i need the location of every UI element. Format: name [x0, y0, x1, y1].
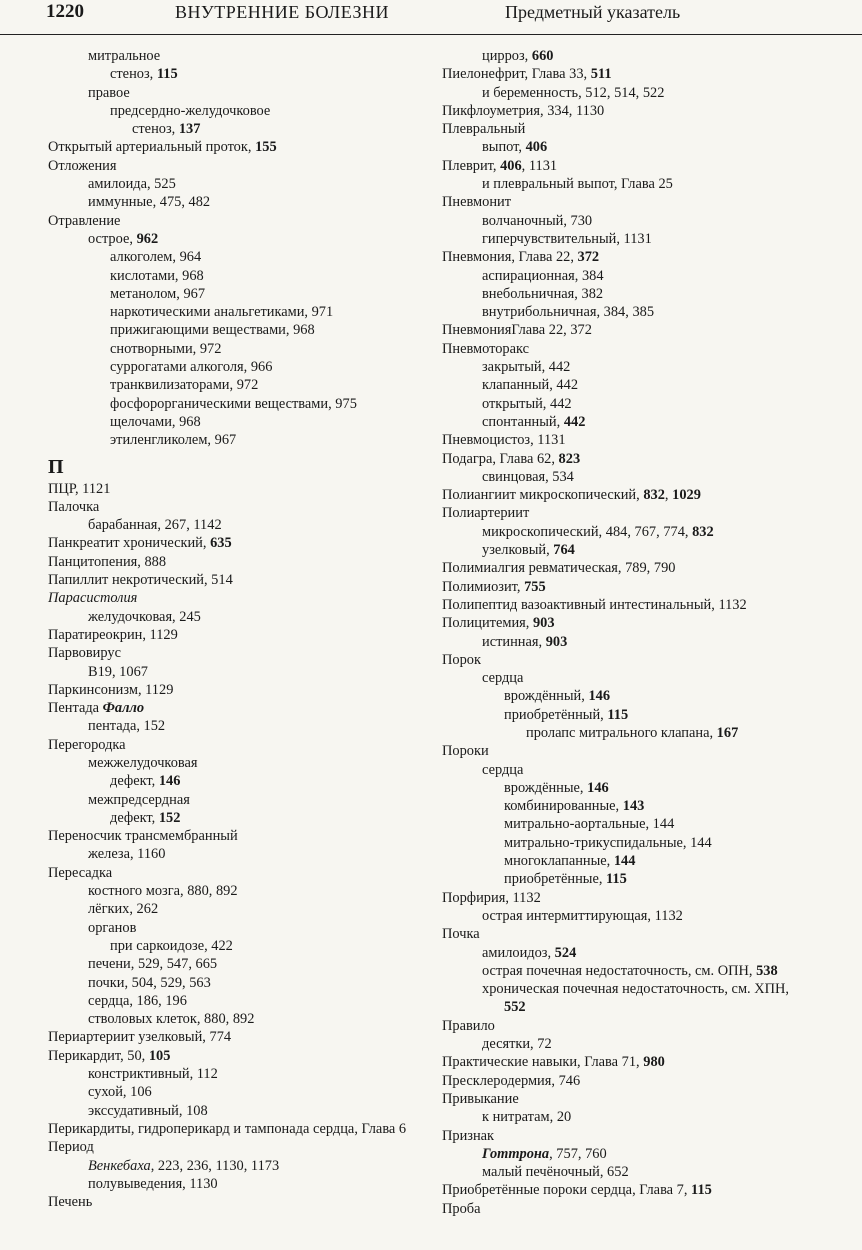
index-text: экссудативный, 108 — [88, 1102, 208, 1119]
index-entry — [442, 815, 822, 833]
page-reference: 146 — [587, 779, 609, 796]
index-text: органов — [88, 919, 137, 936]
index-text: десятки, 72 — [482, 1036, 552, 1053]
index-entry — [48, 608, 426, 626]
index-text: наркотическими анальгетиками, 971 — [110, 304, 334, 321]
page-reference: 903 — [532, 615, 555, 632]
page-reference: 524 — [554, 944, 577, 961]
index-text: дефект, — [110, 773, 159, 790]
index-entry — [442, 998, 822, 1016]
index-text: открытый, 442 — [482, 395, 572, 412]
index-text: Порфирия, 1132 — [442, 889, 541, 906]
index-entry — [48, 498, 426, 516]
index-text: многоклапанные, — [504, 853, 614, 870]
index-text: Полицитемия, — [442, 615, 533, 632]
index-letter-heading — [48, 450, 426, 480]
index-column-right — [442, 47, 822, 1218]
index-entry — [48, 900, 426, 918]
index-text: сердца — [482, 761, 524, 778]
page-reference: 832 — [643, 487, 665, 504]
index-entry — [442, 267, 822, 285]
index-entry — [442, 175, 822, 193]
index-text: полувыведения, 1130 — [88, 1175, 218, 1192]
index-text: Пневмоторакс — [442, 340, 530, 357]
page-number: 1220 — [46, 1, 84, 22]
index-entry — [442, 138, 822, 156]
index-text: суррогатами алкоголя, 966 — [110, 359, 273, 376]
page-reference: 903 — [545, 633, 568, 650]
index-text: Признак — [442, 1127, 495, 1144]
page-reference: 152 — [158, 809, 181, 826]
index-entry — [442, 1163, 822, 1181]
index-entry — [48, 663, 426, 681]
index-entry — [48, 138, 426, 156]
index-text: Проба — [442, 1200, 481, 1217]
index-entry — [442, 504, 822, 522]
index-entry — [48, 102, 426, 120]
index-text: комбинированные, — [504, 798, 623, 815]
index-text: Печень — [48, 1194, 93, 1211]
index-entry — [442, 944, 822, 962]
index-entry — [442, 852, 822, 870]
page-reference: Фалло — [102, 700, 145, 717]
index-entry — [48, 175, 426, 193]
page-reference: 406 — [525, 139, 548, 156]
index-text: , 1131 — [521, 157, 558, 174]
index-entry — [442, 559, 822, 577]
index-text: и плевральный выпот, Глава 25 — [482, 176, 673, 193]
index-entry — [48, 212, 426, 230]
index-text: митрально-аортальные, 144 — [504, 816, 675, 833]
index-entry — [48, 791, 426, 809]
index-text: , — [664, 487, 673, 504]
index-entry — [48, 65, 426, 83]
index-entry — [48, 193, 426, 211]
index-entry — [48, 516, 426, 534]
index-text: почки, 504, 529, 563 — [88, 974, 211, 991]
page-reference: 660 — [531, 48, 554, 64]
page-reference: 146 — [158, 773, 181, 790]
index-text: Полимиозит, — [442, 578, 525, 595]
page-reference: 406 — [500, 157, 522, 174]
index-entry — [48, 699, 426, 717]
index-text: цирроз, — [482, 48, 532, 64]
index-text: костного мозга, 880, 892 — [88, 883, 238, 900]
index-entry — [442, 84, 822, 102]
index-entry — [48, 1028, 426, 1046]
index-text: стволовых клеток, 880, 892 — [88, 1011, 255, 1028]
index-entry — [442, 1072, 822, 1090]
index-entry — [442, 120, 822, 138]
index-text: истинная, — [482, 633, 546, 650]
index-text: малый печёночный, 652 — [482, 1164, 629, 1181]
index-entry — [442, 633, 822, 651]
page-reference: 538 — [756, 962, 778, 979]
page-reference: 764 — [553, 542, 575, 559]
index-entry — [442, 395, 822, 413]
index-entry — [48, 267, 426, 285]
index-text: лёгких, 262 — [88, 901, 159, 918]
index-entry — [442, 358, 822, 376]
index-text: сухой, 106 — [88, 1084, 152, 1101]
index-entry — [442, 1127, 822, 1145]
section-title: Предметный указатель — [505, 2, 681, 22]
index-entry — [442, 1181, 822, 1199]
index-text: Почка — [442, 926, 480, 943]
index-entry — [48, 571, 426, 589]
index-entry — [442, 212, 822, 230]
page-reference: 1029 — [672, 487, 701, 504]
page-header — [0, 0, 862, 35]
index-entry — [442, 321, 822, 339]
index-entry — [442, 1053, 822, 1071]
index-entry — [442, 248, 822, 266]
index-text: Открытый артериальный проток, — [48, 139, 256, 156]
index-text: Пресклеродермия, 746 — [442, 1072, 581, 1089]
index-entry — [442, 157, 822, 175]
index-entry — [48, 882, 426, 900]
index-entry — [442, 468, 822, 486]
index-text: пентада, 152 — [88, 718, 166, 735]
index-text: , 757, 760 — [549, 1145, 607, 1162]
index-column-left — [48, 47, 426, 1211]
index-text: алкоголем, 964 — [110, 249, 202, 266]
index-text: Перегородка — [48, 736, 126, 753]
index-entry — [442, 578, 822, 596]
page-reference: 552 — [504, 999, 526, 1016]
index-text: Правило — [442, 1017, 495, 1034]
index-entry — [48, 809, 426, 827]
index-text: снотворными, 972 — [110, 340, 222, 357]
page-reference: 755 — [524, 578, 546, 595]
page-reference: 143 — [622, 798, 645, 815]
index-text: Перикардиты, гидроперикард и тампонада сердца, Глава 6 — [48, 1120, 407, 1137]
index-text: прижигающими веществами, 968 — [110, 322, 315, 339]
index-text: клапанный, 442 — [482, 377, 579, 394]
index-entry — [442, 706, 822, 724]
index-text: кислотами, 968 — [110, 267, 204, 284]
index-entry — [48, 321, 426, 339]
index-entry — [442, 193, 822, 211]
index-text: внебольничная, 382 — [482, 285, 604, 302]
page-reference: 832 — [692, 523, 714, 540]
page-reference: 823 — [558, 450, 581, 467]
index-text: П — [48, 455, 64, 478]
index-entry — [442, 1090, 822, 1108]
index-entry — [442, 285, 822, 303]
index-text: Период — [48, 1139, 94, 1156]
index-entry — [442, 486, 822, 504]
index-text: B19, 1067 — [88, 663, 148, 680]
page-reference: 146 — [588, 688, 611, 705]
index-text: Пикфлоуметрия, 334, 1130 — [442, 102, 605, 119]
index-entry — [442, 907, 822, 925]
index-entry — [442, 870, 822, 888]
index-text: Практические навыки, Глава 71, — [442, 1054, 644, 1071]
index-entry — [442, 65, 822, 83]
page-reference: Готтрона — [482, 1145, 550, 1162]
index-text: Палочка — [48, 498, 100, 515]
index-text: , 223, 236, 1130, 1173 — [150, 1157, 280, 1174]
index-text: ПневмонияГлава 22, 372 — [442, 322, 592, 339]
index-text: Паркинсонизм, 1129 — [48, 681, 174, 698]
index-text: Полимиалгия ревматическая, 789, 790 — [442, 560, 676, 577]
index-entry — [442, 230, 822, 248]
index-entry — [48, 358, 426, 376]
page-reference: 144 — [613, 853, 636, 870]
index-text: пролапс митрального клапана, — [526, 724, 717, 741]
index-text: острая почечная недостаточность, см. ОПН, — [482, 962, 757, 979]
index-entry — [48, 589, 426, 607]
index-text: приобретённый, — [504, 706, 608, 723]
index-entry — [442, 376, 822, 394]
index-entry — [442, 980, 822, 998]
index-text: Венкебаха — [88, 1157, 151, 1174]
index-text: врождённый, — [504, 688, 589, 705]
index-text: хроническая почечная недостаточность, см. ХПН, — [482, 981, 790, 998]
index-text: при саркоидозе, 422 — [110, 937, 233, 954]
index-text: Пневмония, Глава 22, — [442, 249, 578, 266]
index-entry — [48, 919, 426, 937]
index-entry — [442, 1017, 822, 1035]
index-entry — [48, 937, 426, 955]
index-entry — [48, 553, 426, 571]
index-entry — [48, 120, 426, 138]
index-entry — [442, 834, 822, 852]
index-text: свинцовая, 534 — [482, 468, 574, 485]
index-text: острая интермиттирующая, 1132 — [482, 907, 683, 924]
index-entry — [48, 340, 426, 358]
index-text: Приобретённые пороки сердца, Глава 7, — [442, 1182, 692, 1199]
book-title: ВНУТРЕННИЕ БОЛЕЗНИ — [175, 2, 389, 22]
index-text: спонтанный, — [482, 413, 564, 430]
index-text: стеноз, — [110, 66, 157, 83]
index-text: Отравление — [48, 212, 121, 229]
index-entry — [48, 1083, 426, 1101]
index-text: узелковый, — [482, 542, 554, 559]
index-text: врождённые, — [504, 779, 588, 796]
index-text: Пороки — [442, 743, 489, 760]
index-text: Перикардит, 50, — [48, 1047, 149, 1064]
index-entry — [48, 717, 426, 735]
index-entry — [48, 285, 426, 303]
index-text: желудочковая, 245 — [88, 608, 201, 625]
index-text: Пиелонефрит, Глава 33, — [442, 66, 591, 83]
index-entry — [48, 864, 426, 882]
index-text: Полиартериит — [442, 505, 530, 522]
page-reference: 635 — [210, 535, 232, 552]
index-entry — [48, 992, 426, 1010]
index-entry — [48, 955, 426, 973]
index-text: Паратиреокрин, 1129 — [48, 626, 178, 643]
index-text: амилоидоз, — [482, 944, 555, 961]
index-entry — [48, 1157, 426, 1175]
index-text: Периартериит узелковый, 774 — [48, 1029, 232, 1046]
index-text: амилоида, 525 — [88, 176, 176, 193]
page-reference: 442 — [563, 413, 586, 430]
index-entry — [442, 1035, 822, 1053]
index-entry — [442, 761, 822, 779]
index-entry — [48, 248, 426, 266]
index-text: внутрибольничная, 384, 385 — [482, 304, 655, 321]
index-text: правое — [88, 84, 130, 101]
index-text: Пересадка — [48, 864, 113, 881]
index-entry — [48, 157, 426, 175]
index-text: митральное — [88, 48, 161, 64]
page-reference: 115 — [691, 1182, 712, 1199]
index-text: Панкреатит хронический, — [48, 535, 211, 552]
page-reference: 137 — [178, 121, 201, 138]
index-entry — [442, 651, 822, 669]
index-entry — [48, 974, 426, 992]
index-entry — [48, 395, 426, 413]
index-text: Отложения — [48, 157, 117, 174]
index-entry — [442, 450, 822, 468]
index-text: приобретённые, — [504, 871, 607, 888]
index-entry — [48, 1193, 426, 1211]
index-text: и беременность, 512, 514, 522 — [482, 84, 665, 101]
index-text: сердца, 186, 196 — [88, 992, 187, 1009]
index-text: предсердно-желудочковое — [110, 102, 271, 119]
index-text: сердца — [482, 670, 524, 687]
page-reference: 115 — [606, 871, 627, 888]
index-text: барабанная, 267, 1142 — [88, 517, 222, 534]
index-text: митрально-трикуспидальные, 144 — [504, 834, 712, 851]
index-entry — [48, 644, 426, 662]
index-entry — [442, 889, 822, 907]
index-entry — [48, 1175, 426, 1193]
index-text: Плеврит, — [442, 157, 501, 174]
index-entry — [442, 687, 822, 705]
index-entry — [48, 534, 426, 552]
index-entry — [48, 230, 426, 248]
index-entry — [442, 47, 822, 65]
index-text: гиперчувствительный, 1131 — [482, 230, 652, 247]
index-text: Пневмоцистоз, 1131 — [442, 432, 566, 449]
index-entry — [442, 742, 822, 760]
index-entry — [442, 523, 822, 541]
index-entry — [48, 1010, 426, 1028]
index-text: стеноз, — [132, 121, 179, 138]
index-text: Пневмонит — [442, 194, 512, 211]
index-text: острое, — [88, 230, 137, 247]
index-entry — [442, 541, 822, 559]
index-text: аспирационная, 384 — [482, 267, 604, 284]
index-entry — [48, 626, 426, 644]
index-entry — [48, 736, 426, 754]
index-text: дефект, — [110, 809, 159, 826]
index-entry — [48, 827, 426, 845]
index-text: транквилизаторами, 972 — [110, 377, 259, 394]
index-entry — [48, 1047, 426, 1065]
index-entry — [442, 724, 822, 742]
index-entry — [442, 1145, 822, 1163]
index-entry — [48, 1138, 426, 1156]
index-text: Полиангиит микроскопический, — [442, 487, 644, 504]
page-reference: 372 — [577, 249, 600, 266]
index-entry — [48, 480, 426, 498]
index-text: метанолом, 967 — [110, 285, 206, 302]
index-text: железа, 1160 — [88, 846, 166, 863]
page-reference: 155 — [255, 139, 277, 156]
page-reference: 115 — [607, 706, 629, 723]
index-entry — [442, 925, 822, 943]
index-text: фосфорорганическими веществами, 975 — [110, 395, 357, 412]
page-reference: 980 — [643, 1054, 665, 1071]
index-text: Порок — [442, 651, 481, 668]
index-text: Папиллит некротический, 514 — [48, 572, 233, 589]
index-entry — [442, 797, 822, 815]
index-entry — [48, 47, 426, 65]
index-entry — [48, 1120, 426, 1138]
index-text: микроскопический, 484, 767, 774, — [482, 523, 693, 540]
index-text: Пентада — [48, 700, 103, 717]
index-entry — [48, 303, 426, 321]
index-entry — [442, 669, 822, 687]
index-entry — [48, 681, 426, 699]
index-entry — [48, 84, 426, 102]
index-entry — [48, 1065, 426, 1083]
index-text: к нитратам, 20 — [482, 1109, 572, 1126]
index-entry — [442, 614, 822, 632]
page-reference: 167 — [716, 724, 739, 741]
index-text: Панцитопения, 888 — [48, 553, 167, 570]
index-text: межпредсердная — [88, 791, 190, 808]
index-entry — [48, 376, 426, 394]
index-text: этиленгликолем, 967 — [110, 432, 237, 449]
index-entry — [442, 596, 822, 614]
index-entry — [48, 431, 426, 449]
index-entry — [48, 1102, 426, 1120]
index-text: выпот, — [482, 139, 526, 156]
index-text: ПЦР, 1121 — [48, 480, 111, 497]
index-text: волчаночный, 730 — [482, 212, 593, 229]
index-text: иммунные, 475, 482 — [88, 194, 211, 211]
index-text: Переносчик трансмембранный — [48, 828, 238, 845]
index-entry — [442, 1200, 822, 1218]
index-entry — [442, 962, 822, 980]
index-text: Парвовирус — [48, 645, 121, 662]
index-text: межжелудочковая — [88, 754, 198, 771]
index-text: Подагра, Глава 62, — [442, 450, 559, 467]
index-entry — [48, 772, 426, 790]
index-text: Плевральный — [442, 121, 526, 138]
index-entry — [48, 754, 426, 772]
index-entry — [48, 413, 426, 431]
index-entry — [442, 431, 822, 449]
index-entry — [442, 413, 822, 431]
index-text: Парасистолия — [48, 590, 138, 607]
index-entry — [442, 1108, 822, 1126]
index-text: Полипептид вазоактивный интестинальный, 1132 — [442, 596, 747, 613]
page-reference: 105 — [148, 1047, 171, 1064]
index-text: закрытый, 442 — [482, 359, 571, 376]
index-entry — [442, 340, 822, 358]
index-text: Привыкание — [442, 1090, 519, 1107]
index-entry — [442, 779, 822, 797]
index-entry — [48, 845, 426, 863]
index-text: щелочами, 968 — [110, 413, 201, 430]
index-entry — [442, 303, 822, 321]
index-text: констриктивный, 112 — [88, 1066, 218, 1083]
index-entry — [442, 102, 822, 120]
page-reference: 115 — [156, 66, 178, 83]
page-reference: 511 — [590, 66, 612, 83]
page-reference: 962 — [136, 230, 159, 247]
index-text: печени, 529, 547, 665 — [88, 956, 218, 973]
